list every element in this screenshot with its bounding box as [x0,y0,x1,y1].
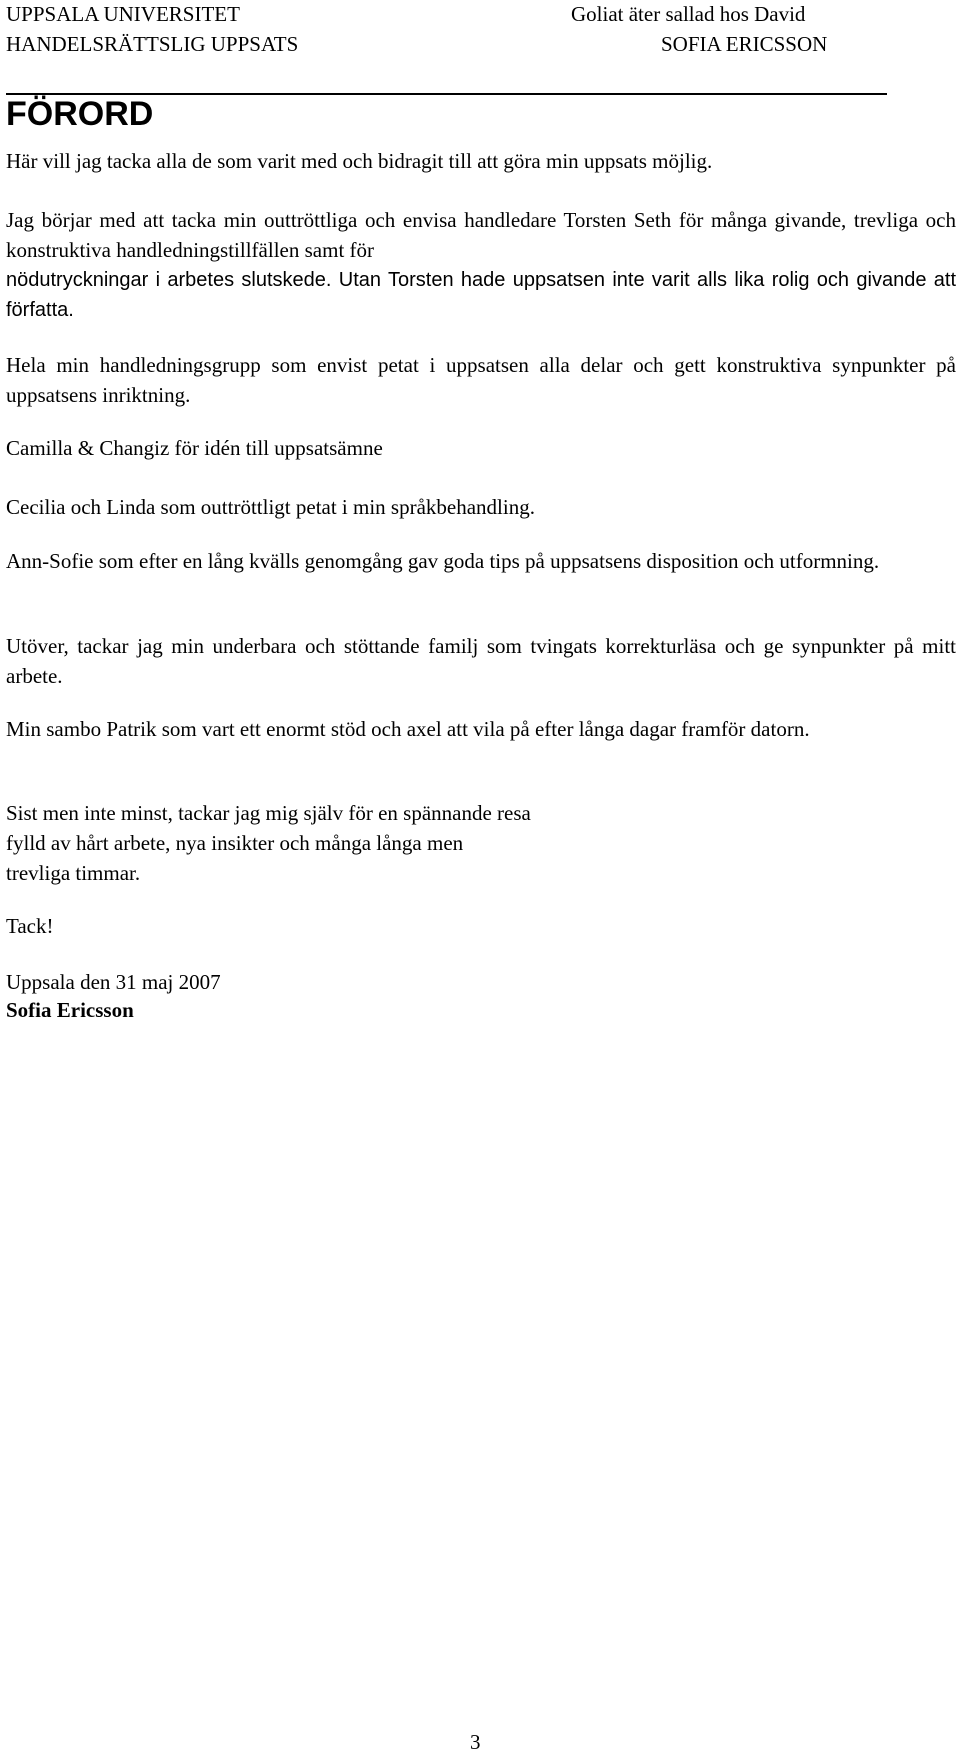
paragraph-intro: Här vill jag tacka alla de som varit med och bidragit till att göra min uppsats möjlig. [6,149,713,173]
paragraph-supervisor [6,205,956,325]
header-thesis-type: HANDELSRÄTTSLIG UPPSATS [6,32,299,56]
thanks-line: Tack! [6,914,54,938]
place-date: Uppsala den 31 maj 2007 [6,970,221,994]
paragraph-supervisor-part2: nödutryckningar i arbetes slutskede. Utan Torsten hade uppsatsen inte varit alls lika rolig och givande att författa. [6,269,956,321]
page-number: 3 [470,1730,481,1754]
paragraph-supervision-group: Hela min handledningsgrupp som envist petat i uppsatsen alla delar och gett konstruktiva synpunkter på uppsatsens inriktning. [6,353,956,407]
paragraph-partner: Min sambo Patrik som vart ett enormt stöd och axel att vila på efter långa dagar framför datorn. [6,717,810,741]
paragraph-self [6,798,956,888]
paragraph-self-line2: fylld av hårt arbete, nya insikter och många långa men [6,831,464,855]
paragraph-supervisor-part1: Jag börjar med att tacka min outtröttliga och envisa handledare Torsten Seth för många givande, trevliga och konstruktiva handledningstillfällen samt för [6,208,956,262]
paragraph-self-line3: trevliga timmar. [6,861,141,885]
paragraph-topic-idea: Camilla & Changiz för idén till uppsatsämne [6,436,383,460]
signature-name: Sofia Ericsson [6,998,134,1022]
header-title: Goliat äter sallad hos David [571,2,806,26]
paragraph-language: Cecilia och Linda som outtröttligt petat i min språkbehandling. [6,495,535,519]
paragraph-disposition: Ann-Sofie som efter en lång kvälls genomgång gav goda tips på uppsatsens disposition och utformning. [6,549,880,573]
paragraph-family: Utöver, tackar jag min underbara och stöttande familj som tvingats korrekturläsa och ge synpunkter på mitt arbete. [6,634,956,688]
header-university: UPPSALA UNIVERSITET [6,2,240,26]
page-heading: FÖRORD [6,95,154,133]
paragraph-self-line1: Sist men inte minst, tackar jag mig själv för en spännande resa [6,801,531,825]
header-author: SOFIA ERICSSON [661,32,828,56]
